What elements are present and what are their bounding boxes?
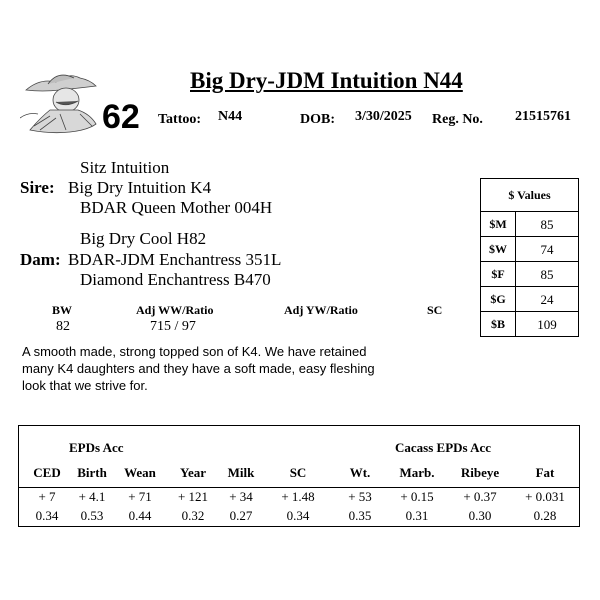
dam-sire: Big Dry Cool H82 (80, 229, 207, 248)
epd-value: + 0.37 (463, 489, 497, 504)
dollar-value-value: 24 (540, 291, 554, 307)
tattoo-label: Tattoo: (158, 112, 202, 127)
epd-column-header: Fat (535, 465, 555, 480)
epd-value: + 0.15 (400, 489, 434, 504)
bw-label: BW (52, 303, 73, 317)
epds-group-title: EPDs Acc (69, 440, 124, 455)
dob-label: DOB: (300, 112, 335, 127)
dollar-value-key: $W (481, 237, 516, 262)
epd-column-header: CED (33, 465, 61, 480)
dollar-values-title: $ Values (481, 179, 578, 212)
sire-name: Big Dry Intuition K4 (68, 178, 212, 197)
epd-value: + 34 (229, 489, 253, 504)
dollar-value-row (481, 286, 578, 312)
epd-table (18, 425, 580, 527)
dam-dam: Diamond Enchantress B470 (80, 270, 271, 289)
epd-table-divider (19, 487, 579, 488)
page-title: Big Dry-JDM Intuition N44 (190, 68, 463, 93)
epd-accuracy: 0.28 (533, 508, 557, 523)
epd-column-header: Year (180, 465, 206, 480)
dollar-value-row (481, 211, 578, 237)
dob-value: 3/30/2025 (355, 109, 412, 124)
dam-label: Dam: (20, 250, 61, 269)
dam-name: BDAR-JDM Enchantress 351L (68, 250, 282, 269)
dollar-value-row (481, 261, 578, 287)
carcass-epds-group-title: Cacass EPDs Acc (395, 440, 492, 455)
epd-value: + 0.031 (525, 489, 565, 504)
epd-column-header: Milk (227, 465, 255, 480)
epd-value: + 1.48 (281, 489, 315, 504)
dollar-value-key: $B (481, 312, 516, 337)
dollar-value-value: 85 (540, 266, 554, 282)
sire-dam: BDAR Queen Mother 004H (80, 198, 273, 217)
adj-yw-label: Adj YW/Ratio (284, 303, 358, 317)
dollar-value-key: $F (481, 262, 516, 287)
sire-label: Sire: (20, 178, 55, 197)
epd-column-header: Ribeye (460, 465, 500, 480)
adj-ww-value: 715 / 97 (150, 319, 196, 334)
tattoo-value: N44 (218, 109, 243, 124)
epd-accuracy: 0.35 (348, 508, 372, 523)
dollar-value-value: 109 (537, 316, 557, 332)
epd-column-header: Birth (77, 465, 107, 480)
sire-sire: Sitz Intuition (80, 158, 170, 177)
epd-column-header: SC (289, 465, 307, 480)
epd-accuracy: 0.27 (229, 508, 253, 523)
dollar-value-key: $M (481, 212, 516, 237)
epd-value: + 4.1 (78, 489, 106, 504)
dollar-value-value: 85 (540, 216, 554, 232)
epd-column-header: Marb. (399, 465, 435, 480)
dollar-value-value: 74 (540, 241, 554, 257)
reg-value: 21515761 (515, 109, 571, 124)
epd-accuracy: 0.31 (405, 508, 429, 523)
epd-column-header: Wt. (349, 465, 371, 480)
epd-accuracy: 0.34 (35, 508, 59, 523)
epd-value: + 53 (348, 489, 372, 504)
description-text: A smooth made, strong topped son of K4. We have retained many K4 daughters and they have a soft made, easy fleshing look that we strive for. (22, 344, 375, 393)
bw-value: 82 (56, 319, 70, 334)
dollar-value-row (481, 311, 578, 337)
epd-accuracy: 0.32 (181, 508, 205, 523)
adj-ww-label: Adj WW/Ratio (136, 303, 214, 317)
epd-accuracy: 0.44 (128, 508, 152, 523)
epd-accuracy: 0.30 (468, 508, 492, 523)
epd-value: + 7 (38, 489, 56, 504)
sc-label: SC (427, 303, 443, 317)
epd-accuracy: 0.34 (286, 508, 310, 523)
epd-value: + 71 (128, 489, 152, 504)
epd-value: + 121 (177, 489, 209, 504)
lot-number: 62 (102, 98, 140, 136)
dollar-values-table (480, 178, 579, 337)
dollar-value-key: $G (481, 287, 516, 312)
epd-column-header: Wean (124, 465, 156, 480)
dollar-value-row (481, 236, 578, 262)
epd-accuracy: 0.53 (80, 508, 104, 523)
cowboy-portrait-icon (20, 68, 98, 138)
reg-label: Reg. No. (432, 112, 483, 127)
